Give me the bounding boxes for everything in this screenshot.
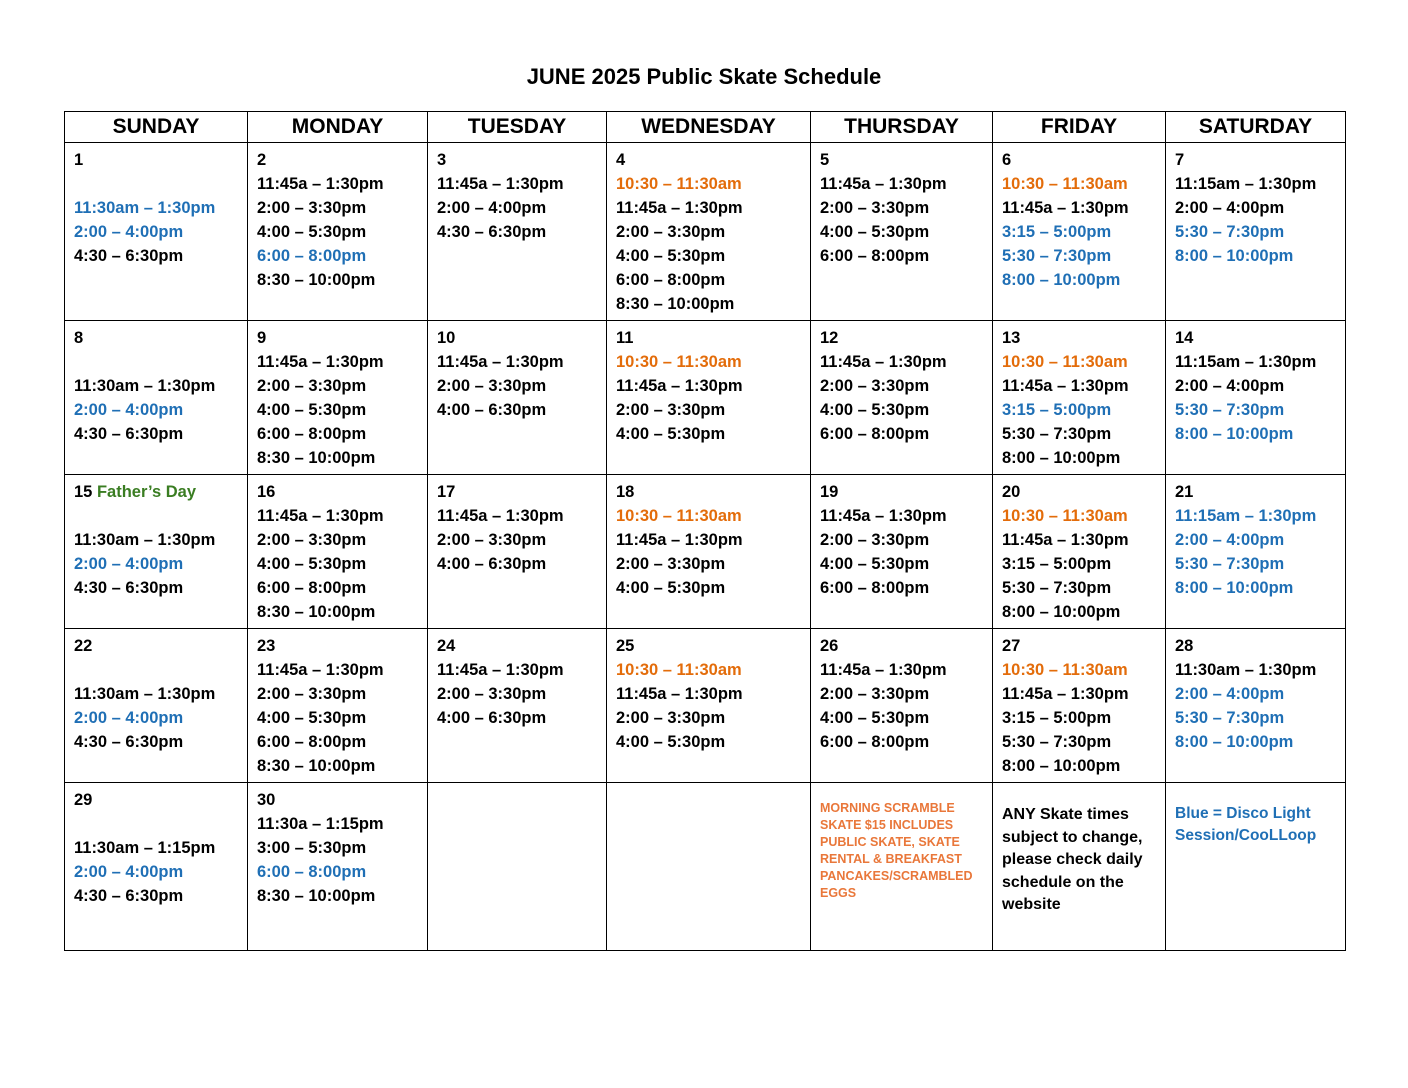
spacer-line bbox=[74, 504, 241, 528]
session-time: 10:30 – 11:30am bbox=[1002, 661, 1128, 679]
session-time: 11:45a – 1:30pm bbox=[257, 353, 384, 371]
day-number: 14 bbox=[1175, 329, 1194, 347]
day-number-line bbox=[257, 480, 421, 504]
day-cell bbox=[248, 475, 428, 629]
week-row bbox=[65, 783, 1346, 951]
session-time: 2:00 – 3:30pm bbox=[257, 377, 367, 395]
weekday-header-sunday: SUNDAY bbox=[65, 112, 248, 143]
spacer-line bbox=[74, 658, 241, 682]
session-time: 3:00 – 5:30pm bbox=[257, 839, 367, 857]
session-time: 2:00 – 3:30pm bbox=[437, 377, 547, 395]
session-time: 2:00 – 3:30pm bbox=[437, 685, 547, 703]
week-row bbox=[65, 629, 1346, 783]
day-number: 8 bbox=[74, 329, 84, 347]
session-time: 2:00 – 3:30pm bbox=[437, 531, 547, 549]
day-number: 10 bbox=[437, 329, 456, 347]
session-time: 2:00 – 3:30pm bbox=[616, 223, 726, 241]
session-time: 8:00 – 10:00pm bbox=[1175, 425, 1294, 443]
session-time: 2:00 – 3:30pm bbox=[616, 401, 726, 419]
day-number-line bbox=[257, 634, 421, 658]
day-cell bbox=[1166, 475, 1346, 629]
day-cell bbox=[607, 321, 811, 475]
day-cell bbox=[428, 143, 607, 321]
day-number-line bbox=[820, 148, 986, 172]
session-time: 8:00 – 10:00pm bbox=[1175, 247, 1294, 265]
calendar-body bbox=[65, 143, 1346, 951]
day-cell bbox=[248, 143, 428, 321]
week-row bbox=[65, 143, 1346, 321]
session-time: 6:00 – 8:00pm bbox=[820, 579, 930, 597]
day-number-line bbox=[1175, 634, 1339, 658]
day-number: 22 bbox=[74, 637, 93, 655]
session-time: 2:00 – 3:30pm bbox=[820, 685, 930, 703]
session-time: 2:00 – 3:30pm bbox=[616, 555, 726, 573]
session-time: 2:00 – 3:30pm bbox=[257, 685, 367, 703]
session-time: 6:00 – 8:00pm bbox=[257, 425, 367, 443]
week-row bbox=[65, 321, 1346, 475]
day-cell bbox=[811, 629, 993, 783]
session-time: 8:30 – 10:00pm bbox=[257, 449, 376, 467]
day-number: 4 bbox=[616, 151, 626, 169]
calendar-table bbox=[64, 111, 1346, 951]
day-number-line bbox=[74, 788, 241, 812]
day-number: 13 bbox=[1002, 329, 1021, 347]
weekday-header-monday: MONDAY bbox=[248, 112, 428, 143]
session-time: 11:45a – 1:30pm bbox=[1002, 685, 1129, 703]
day-cell bbox=[1166, 321, 1346, 475]
session-time: 8:00 – 10:00pm bbox=[1002, 757, 1121, 775]
session-time: 11:45a – 1:30pm bbox=[437, 353, 564, 371]
session-time: 11:45a – 1:30pm bbox=[820, 175, 947, 193]
day-number: 26 bbox=[820, 637, 839, 655]
session-time: 2:00 – 4:00pm bbox=[74, 709, 184, 727]
day-number: 20 bbox=[1002, 483, 1021, 501]
day-number-line bbox=[616, 634, 804, 658]
day-number-line bbox=[437, 634, 600, 658]
session-time: 4:00 – 5:30pm bbox=[257, 555, 367, 573]
session-time: 6:00 – 8:00pm bbox=[257, 247, 367, 265]
session-time: 6:00 – 8:00pm bbox=[820, 247, 930, 265]
session-time: 11:15am – 1:30pm bbox=[1175, 353, 1317, 371]
session-time: 11:45a – 1:30pm bbox=[616, 685, 743, 703]
day-number: 9 bbox=[257, 329, 267, 347]
session-time: 11:30am – 1:30pm bbox=[74, 531, 216, 549]
legend-note-cell bbox=[993, 783, 1166, 951]
day-cell bbox=[1166, 143, 1346, 321]
day-number-line bbox=[437, 480, 600, 504]
session-time: 4:30 – 6:30pm bbox=[74, 579, 184, 597]
weekday-header-wednesday: WEDNESDAY bbox=[607, 112, 811, 143]
day-number: 15 bbox=[74, 483, 93, 501]
day-number-line bbox=[1002, 326, 1159, 350]
legend-note: ANY Skate times subject to change, please check daily schedule on the website bbox=[1002, 806, 1143, 913]
day-cell bbox=[65, 143, 248, 321]
day-cell bbox=[607, 143, 811, 321]
session-time: 11:45a – 1:30pm bbox=[616, 199, 743, 217]
session-time: 8:00 – 10:00pm bbox=[1002, 271, 1121, 289]
weekday-header-row bbox=[65, 112, 1346, 143]
day-number-line bbox=[74, 480, 241, 504]
session-time: 11:45a – 1:30pm bbox=[1002, 531, 1129, 549]
day-cell bbox=[428, 321, 607, 475]
session-time: 3:15 – 5:00pm bbox=[1002, 223, 1112, 241]
session-time: 11:45a – 1:30pm bbox=[820, 507, 947, 525]
session-time: 4:00 – 5:30pm bbox=[257, 223, 367, 241]
day-cell bbox=[993, 143, 1166, 321]
session-time: 5:30 – 7:30pm bbox=[1175, 223, 1285, 241]
session-time: 4:00 – 5:30pm bbox=[257, 401, 367, 419]
session-time: 8:00 – 10:00pm bbox=[1175, 579, 1294, 597]
day-number: 5 bbox=[820, 151, 830, 169]
day-number: 25 bbox=[616, 637, 635, 655]
session-time: 6:00 – 8:00pm bbox=[257, 733, 367, 751]
day-number-line bbox=[437, 148, 600, 172]
session-time: 11:15am – 1:30pm bbox=[1175, 507, 1317, 525]
session-time: 4:00 – 5:30pm bbox=[616, 247, 726, 265]
page-title: JUNE 2025 Public Skate Schedule bbox=[526, 64, 882, 89]
session-time: 6:00 – 8:00pm bbox=[257, 579, 367, 597]
day-number: 6 bbox=[1002, 151, 1012, 169]
day-number-line bbox=[437, 326, 600, 350]
session-time: 3:15 – 5:00pm bbox=[1002, 555, 1112, 573]
session-time: 8:30 – 10:00pm bbox=[257, 271, 376, 289]
spacer-line bbox=[74, 812, 241, 836]
session-time: 5:30 – 7:30pm bbox=[1175, 401, 1285, 419]
session-time: 3:15 – 5:00pm bbox=[1002, 401, 1112, 419]
session-time: 3:15 – 5:00pm bbox=[1002, 709, 1112, 727]
day-number-line bbox=[616, 480, 804, 504]
day-cell bbox=[811, 475, 993, 629]
week-row bbox=[65, 475, 1346, 629]
session-time: 6:00 – 8:00pm bbox=[257, 863, 367, 881]
day-cell bbox=[993, 629, 1166, 783]
session-time: 10:30 – 11:30am bbox=[616, 353, 742, 371]
weekday-header-friday: FRIDAY bbox=[993, 112, 1166, 143]
day-number: 3 bbox=[437, 151, 447, 169]
day-cell bbox=[248, 629, 428, 783]
session-time: 10:30 – 11:30am bbox=[1002, 353, 1128, 371]
session-time: 2:00 – 3:30pm bbox=[257, 199, 367, 217]
session-time: 2:00 – 4:00pm bbox=[74, 863, 184, 881]
session-time: 11:45a – 1:30pm bbox=[1002, 377, 1129, 395]
day-number-line bbox=[820, 634, 986, 658]
weekday-header-saturday: SATURDAY bbox=[1166, 112, 1346, 143]
legend-note: Blue = Disco Light Session/CooLLoop bbox=[1175, 805, 1317, 844]
day-number-line bbox=[1002, 148, 1159, 172]
session-time: 2:00 – 4:00pm bbox=[1175, 685, 1285, 703]
session-time: 11:30am – 1:15pm bbox=[74, 839, 216, 857]
session-time: 2:00 – 3:30pm bbox=[820, 531, 930, 549]
session-time: 11:45a – 1:30pm bbox=[437, 661, 564, 679]
session-time: 8:00 – 10:00pm bbox=[1175, 733, 1294, 751]
session-time: 11:45a – 1:30pm bbox=[437, 175, 564, 193]
session-time: 11:30a – 1:15pm bbox=[257, 815, 384, 833]
session-time: 10:30 – 11:30am bbox=[1002, 175, 1128, 193]
session-time: 4:00 – 6:30pm bbox=[437, 555, 547, 573]
day-number: 28 bbox=[1175, 637, 1194, 655]
session-time: 4:00 – 6:30pm bbox=[437, 401, 547, 419]
day-number: 23 bbox=[257, 637, 276, 655]
session-time: 11:45a – 1:30pm bbox=[820, 661, 947, 679]
day-cell bbox=[428, 629, 607, 783]
day-number: 1 bbox=[74, 151, 84, 169]
day-cell bbox=[607, 629, 811, 783]
day-number-line bbox=[1175, 148, 1339, 172]
day-number: 29 bbox=[74, 791, 93, 809]
session-time: 11:45a – 1:30pm bbox=[820, 353, 947, 371]
session-time: 5:30 – 7:30pm bbox=[1175, 709, 1285, 727]
legend-note-cell bbox=[811, 783, 993, 951]
session-time: 2:00 – 4:00pm bbox=[1175, 377, 1285, 395]
day-number: 19 bbox=[820, 483, 839, 501]
session-time: 4:00 – 6:30pm bbox=[437, 709, 547, 727]
session-time: 4:30 – 6:30pm bbox=[74, 733, 184, 751]
holiday-label: Father’s Day bbox=[96, 483, 196, 501]
day-number: 27 bbox=[1002, 637, 1021, 655]
session-time: 11:15am – 1:30pm bbox=[1175, 175, 1317, 193]
empty-cell bbox=[607, 783, 811, 951]
legend-note-cell bbox=[1166, 783, 1346, 951]
session-time: 2:00 – 3:30pm bbox=[820, 377, 930, 395]
day-number-line bbox=[257, 326, 421, 350]
day-number: 18 bbox=[616, 483, 635, 501]
session-time: 10:30 – 11:30am bbox=[616, 507, 742, 525]
session-time: 11:45a – 1:30pm bbox=[1002, 199, 1129, 217]
session-time: 5:30 – 7:30pm bbox=[1002, 733, 1112, 751]
day-cell bbox=[993, 321, 1166, 475]
session-time: 11:45a – 1:30pm bbox=[616, 377, 743, 395]
day-number-line bbox=[1002, 634, 1159, 658]
session-time: 4:00 – 5:30pm bbox=[616, 579, 726, 597]
session-time: 4:30 – 6:30pm bbox=[437, 223, 547, 241]
day-cell bbox=[65, 321, 248, 475]
session-time: 10:30 – 11:30am bbox=[616, 661, 742, 679]
session-time: 8:00 – 10:00pm bbox=[1002, 603, 1121, 621]
legend-note: MORNING SCRAMBLE SKATE $15 INCLUDES PUBLIC SKATE, SKATE RENTAL & BREAKFAST PANCAKES/SCRAMBLED EGGS bbox=[820, 801, 973, 900]
weekday-header-thursday: THURSDAY bbox=[811, 112, 993, 143]
day-cell bbox=[993, 475, 1166, 629]
day-cell bbox=[248, 321, 428, 475]
session-time: 8:30 – 10:00pm bbox=[257, 757, 376, 775]
session-time: 4:00 – 5:30pm bbox=[616, 733, 726, 751]
day-number: 21 bbox=[1175, 483, 1194, 501]
session-time: 4:00 – 5:30pm bbox=[820, 401, 930, 419]
day-number-line bbox=[257, 148, 421, 172]
empty-cell bbox=[428, 783, 607, 951]
session-time: 11:30am – 1:30pm bbox=[74, 199, 216, 217]
session-time: 4:30 – 6:30pm bbox=[74, 425, 184, 443]
session-time: 6:00 – 8:00pm bbox=[820, 425, 930, 443]
session-time: 11:30am – 1:30pm bbox=[74, 685, 216, 703]
session-time: 6:00 – 8:00pm bbox=[616, 271, 726, 289]
day-number-line bbox=[74, 148, 241, 172]
day-cell bbox=[1166, 629, 1346, 783]
session-time: 2:00 – 3:30pm bbox=[616, 709, 726, 727]
session-time: 11:45a – 1:30pm bbox=[437, 507, 564, 525]
session-time: 8:30 – 10:00pm bbox=[616, 295, 735, 313]
day-number: 30 bbox=[257, 791, 276, 809]
spacer-line bbox=[74, 350, 241, 374]
session-time: 11:45a – 1:30pm bbox=[257, 175, 384, 193]
session-time: 2:00 – 4:00pm bbox=[437, 199, 547, 217]
day-number: 16 bbox=[257, 483, 276, 501]
session-time: 4:00 – 5:30pm bbox=[820, 223, 930, 241]
day-number-line bbox=[820, 326, 986, 350]
session-time: 11:30am – 1:30pm bbox=[1175, 661, 1317, 679]
session-time: 11:45a – 1:30pm bbox=[257, 507, 384, 525]
day-number-line bbox=[1002, 480, 1159, 504]
session-time: 5:30 – 7:30pm bbox=[1002, 579, 1112, 597]
session-time: 5:30 – 7:30pm bbox=[1175, 555, 1285, 573]
session-time: 11:45a – 1:30pm bbox=[257, 661, 384, 679]
session-time: 6:00 – 8:00pm bbox=[820, 733, 930, 751]
day-cell bbox=[65, 629, 248, 783]
day-cell bbox=[428, 475, 607, 629]
day-cell bbox=[65, 783, 248, 951]
day-number: 12 bbox=[820, 329, 839, 347]
session-time: 4:00 – 5:30pm bbox=[820, 555, 930, 573]
session-time: 4:00 – 5:30pm bbox=[820, 709, 930, 727]
day-cell bbox=[65, 475, 248, 629]
day-number-line bbox=[616, 148, 804, 172]
session-time: 8:30 – 10:00pm bbox=[257, 887, 376, 905]
session-time: 2:00 – 3:30pm bbox=[820, 199, 930, 217]
session-time: 10:30 – 11:30am bbox=[1002, 507, 1128, 525]
day-cell bbox=[607, 475, 811, 629]
session-time: 2:00 – 4:00pm bbox=[74, 401, 184, 419]
day-cell bbox=[811, 143, 993, 321]
session-time: 2:00 – 4:00pm bbox=[74, 555, 184, 573]
session-time: 10:30 – 11:30am bbox=[616, 175, 742, 193]
spacer-line bbox=[74, 172, 241, 196]
day-number-line bbox=[1175, 480, 1339, 504]
day-cell bbox=[248, 783, 428, 951]
day-number: 2 bbox=[257, 151, 267, 169]
session-time: 2:00 – 4:00pm bbox=[1175, 531, 1285, 549]
session-time: 4:00 – 5:30pm bbox=[257, 709, 367, 727]
day-number-line bbox=[820, 480, 986, 504]
session-time: 8:30 – 10:00pm bbox=[257, 603, 376, 621]
session-time: 2:00 – 3:30pm bbox=[257, 531, 367, 549]
day-number: 17 bbox=[437, 483, 456, 501]
day-number: 24 bbox=[437, 637, 456, 655]
day-number: 7 bbox=[1175, 151, 1185, 169]
weekday-header-tuesday: TUESDAY bbox=[428, 112, 607, 143]
session-time: 5:30 – 7:30pm bbox=[1002, 247, 1112, 265]
session-time: 5:30 – 7:30pm bbox=[1002, 425, 1112, 443]
day-number-line bbox=[74, 326, 241, 350]
session-time: 11:30am – 1:30pm bbox=[74, 377, 216, 395]
session-time: 8:00 – 10:00pm bbox=[1002, 449, 1121, 467]
session-time: 2:00 – 4:00pm bbox=[74, 223, 184, 241]
day-number-line bbox=[616, 326, 804, 350]
day-number: 11 bbox=[616, 329, 634, 347]
session-time: 4:30 – 6:30pm bbox=[74, 887, 184, 905]
session-time: 2:00 – 4:00pm bbox=[1175, 199, 1285, 217]
session-time: 4:30 – 6:30pm bbox=[74, 247, 184, 265]
day-number-line bbox=[74, 634, 241, 658]
session-time: 11:45a – 1:30pm bbox=[616, 531, 743, 549]
day-number-line bbox=[1175, 326, 1339, 350]
session-time: 4:00 – 5:30pm bbox=[616, 425, 726, 443]
day-number-line bbox=[257, 788, 421, 812]
day-cell bbox=[811, 321, 993, 475]
